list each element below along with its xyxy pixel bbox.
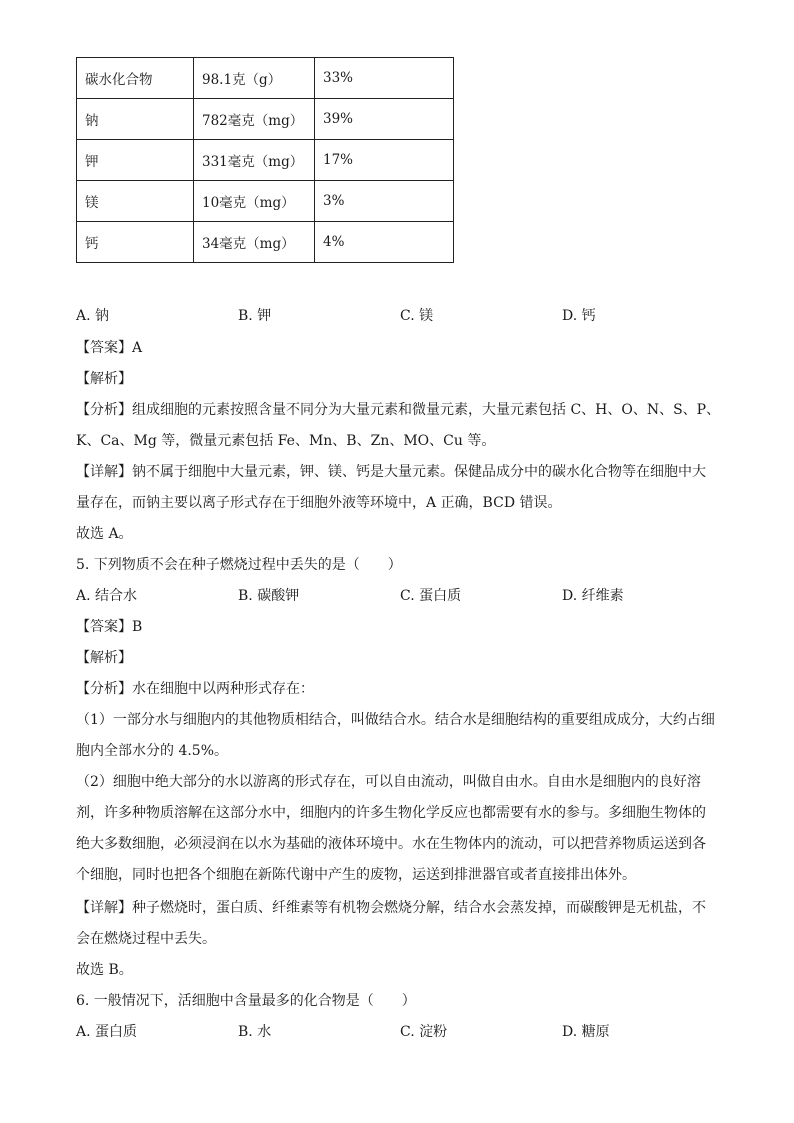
- q5-detail-line-1: 【详解】种子燃烧时，蛋白质、纤维素等有机物会燃烧分解，结合水会蒸发掉，而碳酸钾是无机盐，不: [76, 900, 706, 916]
- q5-fenxi: 【分析】水在细胞中以两种形式存在：: [76, 681, 314, 697]
- table-cell-percent: 4%: [315, 222, 454, 263]
- table-row: [77, 181, 454, 222]
- q4-option-b: B. 钾: [238, 308, 272, 324]
- table-cell-amount: 34毫克（mg）: [194, 222, 315, 263]
- table-cell-amount: 331毫克（mg）: [194, 140, 315, 181]
- q6-option-d: D. 糖原: [562, 1024, 610, 1040]
- q4-conclusion: 故选 A。: [76, 526, 133, 542]
- table-cell-amount: 782毫克（mg）: [194, 99, 315, 140]
- q4-detail-line-2: 量存在，而钠主要以离子形式存在于细胞外液等环境中，A 正确，BCD 错误。: [76, 495, 562, 511]
- q5-question: 5. 下列物质不会在种子燃烧过程中丢失的是（ ）: [76, 557, 402, 573]
- table-cell-percent: 3%: [315, 181, 454, 222]
- q5-para2-line-4: 个细胞，同时也把各个细胞在新陈代谢中产生的废物，运送到排泄器官或者直接排出体外。: [76, 867, 636, 883]
- q5-option-a: A. 结合水: [76, 588, 138, 604]
- q5-para2-line-1: （2）细胞中绝大部分的水以游离的形式存在，可以自由流动，叫做自由水。自由水是细胞内的良好溶: [76, 774, 701, 790]
- q4-option-a: A. 钠: [76, 308, 110, 324]
- table-cell-name: 钾: [77, 140, 194, 181]
- q5-answer: 【答案】B: [76, 619, 143, 635]
- q6-option-c: C. 淀粉: [400, 1024, 448, 1040]
- table-cell-amount: 10毫克（mg）: [194, 181, 315, 222]
- q5-option-d: D. 纤维素: [562, 588, 624, 604]
- q5-option-b: B. 碳酸钾: [238, 588, 300, 604]
- table-row: [77, 140, 454, 181]
- q5-para2-line-3: 绝大多数细胞，必须浸润在以水为基础的液体环境中。水在生物体内的流动，可以把营养物质运送到各: [76, 836, 706, 852]
- q6-option-b: B. 水: [238, 1024, 272, 1040]
- table-cell-name: 碳水化合物: [77, 58, 194, 99]
- q4-fenxi-line-2: K、Ca、Mg 等，微量元素包括 Fe、Mn、B、Zn、MO、Cu 等。: [76, 433, 496, 449]
- q5-option-c: C. 蛋白质: [400, 588, 462, 604]
- q4-detail-line-1: 【详解】钠不属于细胞中大量元素，钾、镁、钙是大量元素。保健品成分中的碳水化合物等在细胞中大: [76, 464, 706, 480]
- q4-fenxi-line-1: 【分析】组成细胞的元素按照含量不同分为大量元素和微量元素，大量元素包括 C、H、O、N、S、P、: [76, 402, 721, 418]
- q5-para1-line-1: （1）一部分水与细胞内的其他物质相结合，叫做结合水。结合水是细胞结构的重要组成成分，大约占细: [76, 712, 715, 728]
- table-cell-name: 钠: [77, 99, 194, 140]
- table-cell-percent: 33%: [315, 58, 454, 99]
- q4-answer: 【答案】A: [76, 340, 143, 356]
- q5-para2-line-2: 剂，许多种物质溶解在这部分水中，细胞内的许多生物化学反应也都需要有水的参与。多细胞生物体的: [76, 805, 706, 821]
- q5-detail-line-2: 会在燃烧过程中丢失。: [76, 931, 216, 947]
- nutrition-table: [76, 57, 454, 263]
- table-cell-amount: 98.1克（g）: [194, 58, 315, 99]
- table-cell-name: 钙: [77, 222, 194, 263]
- q5-conclusion: 故选 B。: [76, 962, 133, 978]
- table-cell-name: 镁: [77, 181, 194, 222]
- q5-analysis-heading: 【解析】: [76, 650, 132, 666]
- table-cell-percent: 39%: [315, 99, 454, 140]
- table-row: [77, 99, 454, 140]
- table-row: [77, 58, 454, 99]
- q4-option-d: D. 钙: [562, 308, 596, 324]
- table-cell-percent: 17%: [315, 140, 454, 181]
- q4-analysis-heading: 【解析】: [76, 371, 132, 387]
- q4-option-c: C. 镁: [400, 308, 434, 324]
- q6-option-a: A. 蛋白质: [76, 1024, 138, 1040]
- q5-para1-line-2: 胞内全部水分的 4.5%。: [76, 743, 229, 759]
- table-row: [77, 222, 454, 263]
- q6-question: 6. 一般情况下，活细胞中含量最多的化合物是（ ）: [76, 993, 416, 1009]
